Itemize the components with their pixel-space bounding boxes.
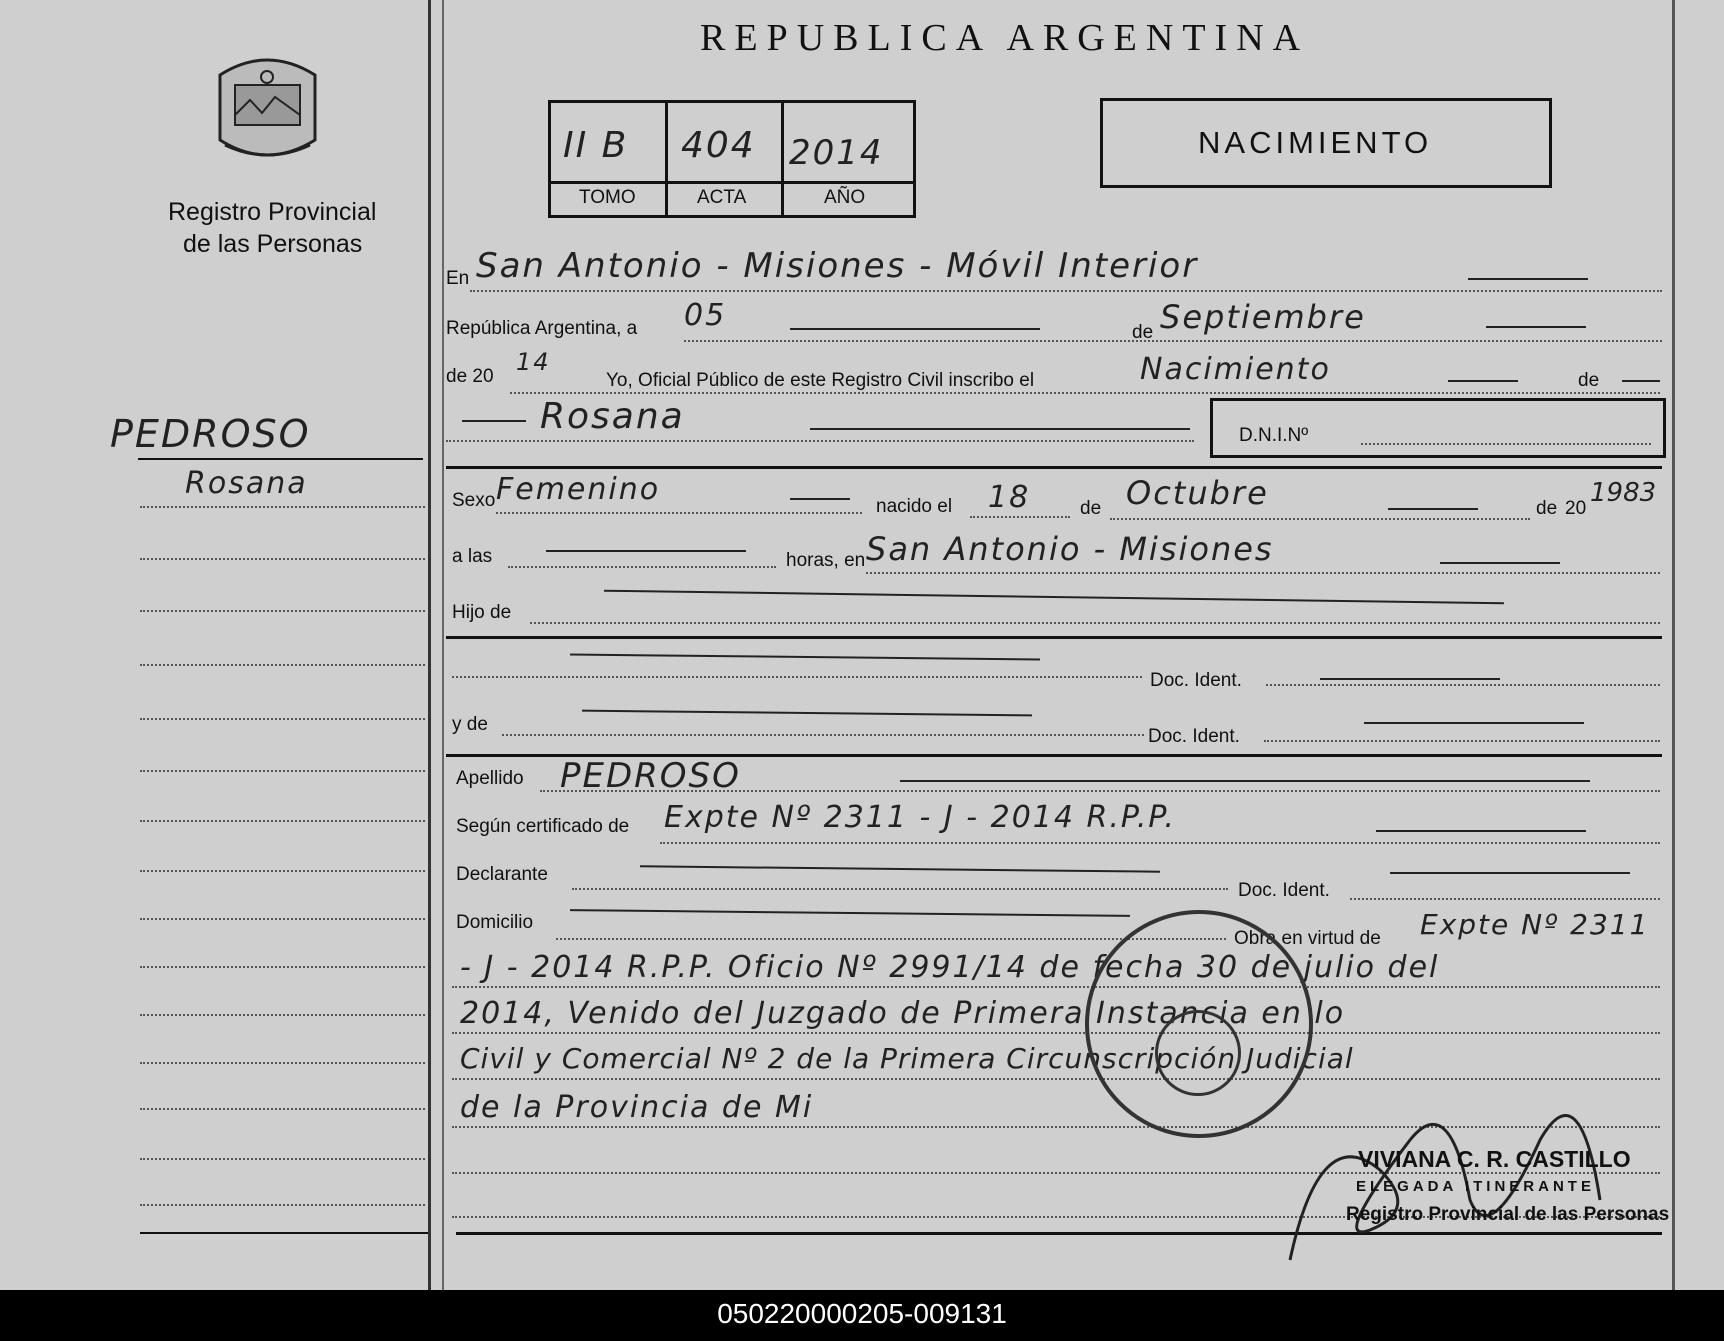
- province-logo: [210, 45, 325, 170]
- obra-label: Obra en virtud de: [1234, 928, 1381, 949]
- de3-label: de: [1080, 498, 1102, 519]
- domicilio-label: Domicilio: [456, 912, 534, 933]
- anio-value: 2014: [789, 133, 884, 173]
- sidebar-surname: PEDROSO: [110, 412, 311, 456]
- note-line-3: Civil y Comercial Nº 2 de la Primera Circunscripción Judicial: [460, 1042, 1354, 1075]
- year-prefix-label: de 20: [446, 366, 494, 387]
- segun-value: Expte Nº 2311 - J - 2014 R.P.P.: [664, 800, 1176, 835]
- sexo-label: Sexo: [452, 490, 496, 511]
- registration-year: 14: [516, 348, 551, 376]
- inscribed-event: Nacimiento: [1140, 352, 1331, 387]
- registry-box: [548, 100, 916, 218]
- de4-label: de: [1536, 498, 1558, 519]
- signatory-org: Registro Provincial de las Personas: [1346, 1204, 1670, 1225]
- doc-ident-label-2: Doc. Ident.: [1148, 726, 1240, 747]
- birth-year: 1983: [1590, 478, 1657, 508]
- en-label: En: [446, 268, 470, 289]
- dni-box: [1210, 398, 1666, 458]
- barcode-bar: [0, 1290, 1724, 1341]
- segun-label: Según certificado de: [456, 816, 630, 837]
- republica-label: República Argentina, a: [446, 318, 638, 339]
- hijo-label: Hijo de: [452, 602, 512, 623]
- note-line-1: - J - 2014 R.P.P. Oficio Nº 2991/14 de fecha 30 de julio del: [460, 950, 1440, 985]
- alas-label: a las: [452, 546, 493, 567]
- barcode-number: 050220000205-009131: [717, 1298, 1007, 1329]
- registration-day: 05: [684, 298, 727, 333]
- official-statement: Yo, Oficial Público de este Registro Civil inscribo el: [606, 370, 1035, 391]
- birth-day: 18: [988, 480, 1031, 515]
- apellido-label: Apellido: [456, 768, 524, 789]
- birth-place: San Antonio - Misiones: [866, 530, 1274, 568]
- doc-ident-label-1: Doc. Ident.: [1150, 670, 1242, 691]
- note-line-4: de la Provincia de Mi: [460, 1090, 814, 1125]
- signatory-name: VIVIANA C. R. CASTILLO: [1358, 1146, 1631, 1172]
- horas-label: horas, en: [786, 550, 866, 571]
- registered-person-name: Rosana: [540, 396, 685, 437]
- nacido-label: nacido el: [876, 496, 953, 517]
- sexo-value: Femenino: [496, 472, 661, 507]
- note-line-2: 2014, Venido del Juzgado de Primera Instancia en lo: [460, 996, 1346, 1031]
- tomo-value: II B: [563, 125, 629, 166]
- tomo-label: TOMO: [579, 187, 636, 208]
- birth-year-print: 20: [1565, 498, 1587, 519]
- registration-month: Septiembre: [1160, 298, 1366, 336]
- signatory-role: ELEGADA ITINERANTE: [1356, 1178, 1595, 1195]
- declarante-label: Declarante: [456, 864, 548, 885]
- birth-month: Octubre: [1126, 474, 1269, 512]
- agency-name-line2: de las Personas: [183, 230, 363, 258]
- acta-label: ACTA: [697, 187, 747, 208]
- place-of-registration: San Antonio - Misiones - Móvil Interior: [476, 246, 1199, 286]
- anio-label: AÑO: [824, 187, 866, 208]
- sidebar-given-name: Rosana: [185, 466, 308, 501]
- yde-label: y de: [452, 714, 488, 735]
- doc-ident-label-3: Doc. Ident.: [1238, 880, 1330, 901]
- doc-type-box: [1100, 98, 1552, 188]
- stamp-seal-icon: [1155, 1010, 1241, 1096]
- dni-label: D.N.I.Nº: [1239, 425, 1309, 446]
- obra-value: Expte Nº 2311: [1420, 908, 1650, 941]
- acta-value: 404: [681, 125, 756, 166]
- doc-type-label: NACIMIENTO: [1198, 125, 1433, 160]
- de2-label: de: [1578, 370, 1600, 391]
- de-label: de: [1132, 322, 1154, 343]
- apellido-value: PEDROSO: [560, 756, 741, 796]
- country-title: REPUBLICA ARGENTINA: [700, 17, 1310, 59]
- agency-name-line1: Registro Provincial: [168, 198, 377, 226]
